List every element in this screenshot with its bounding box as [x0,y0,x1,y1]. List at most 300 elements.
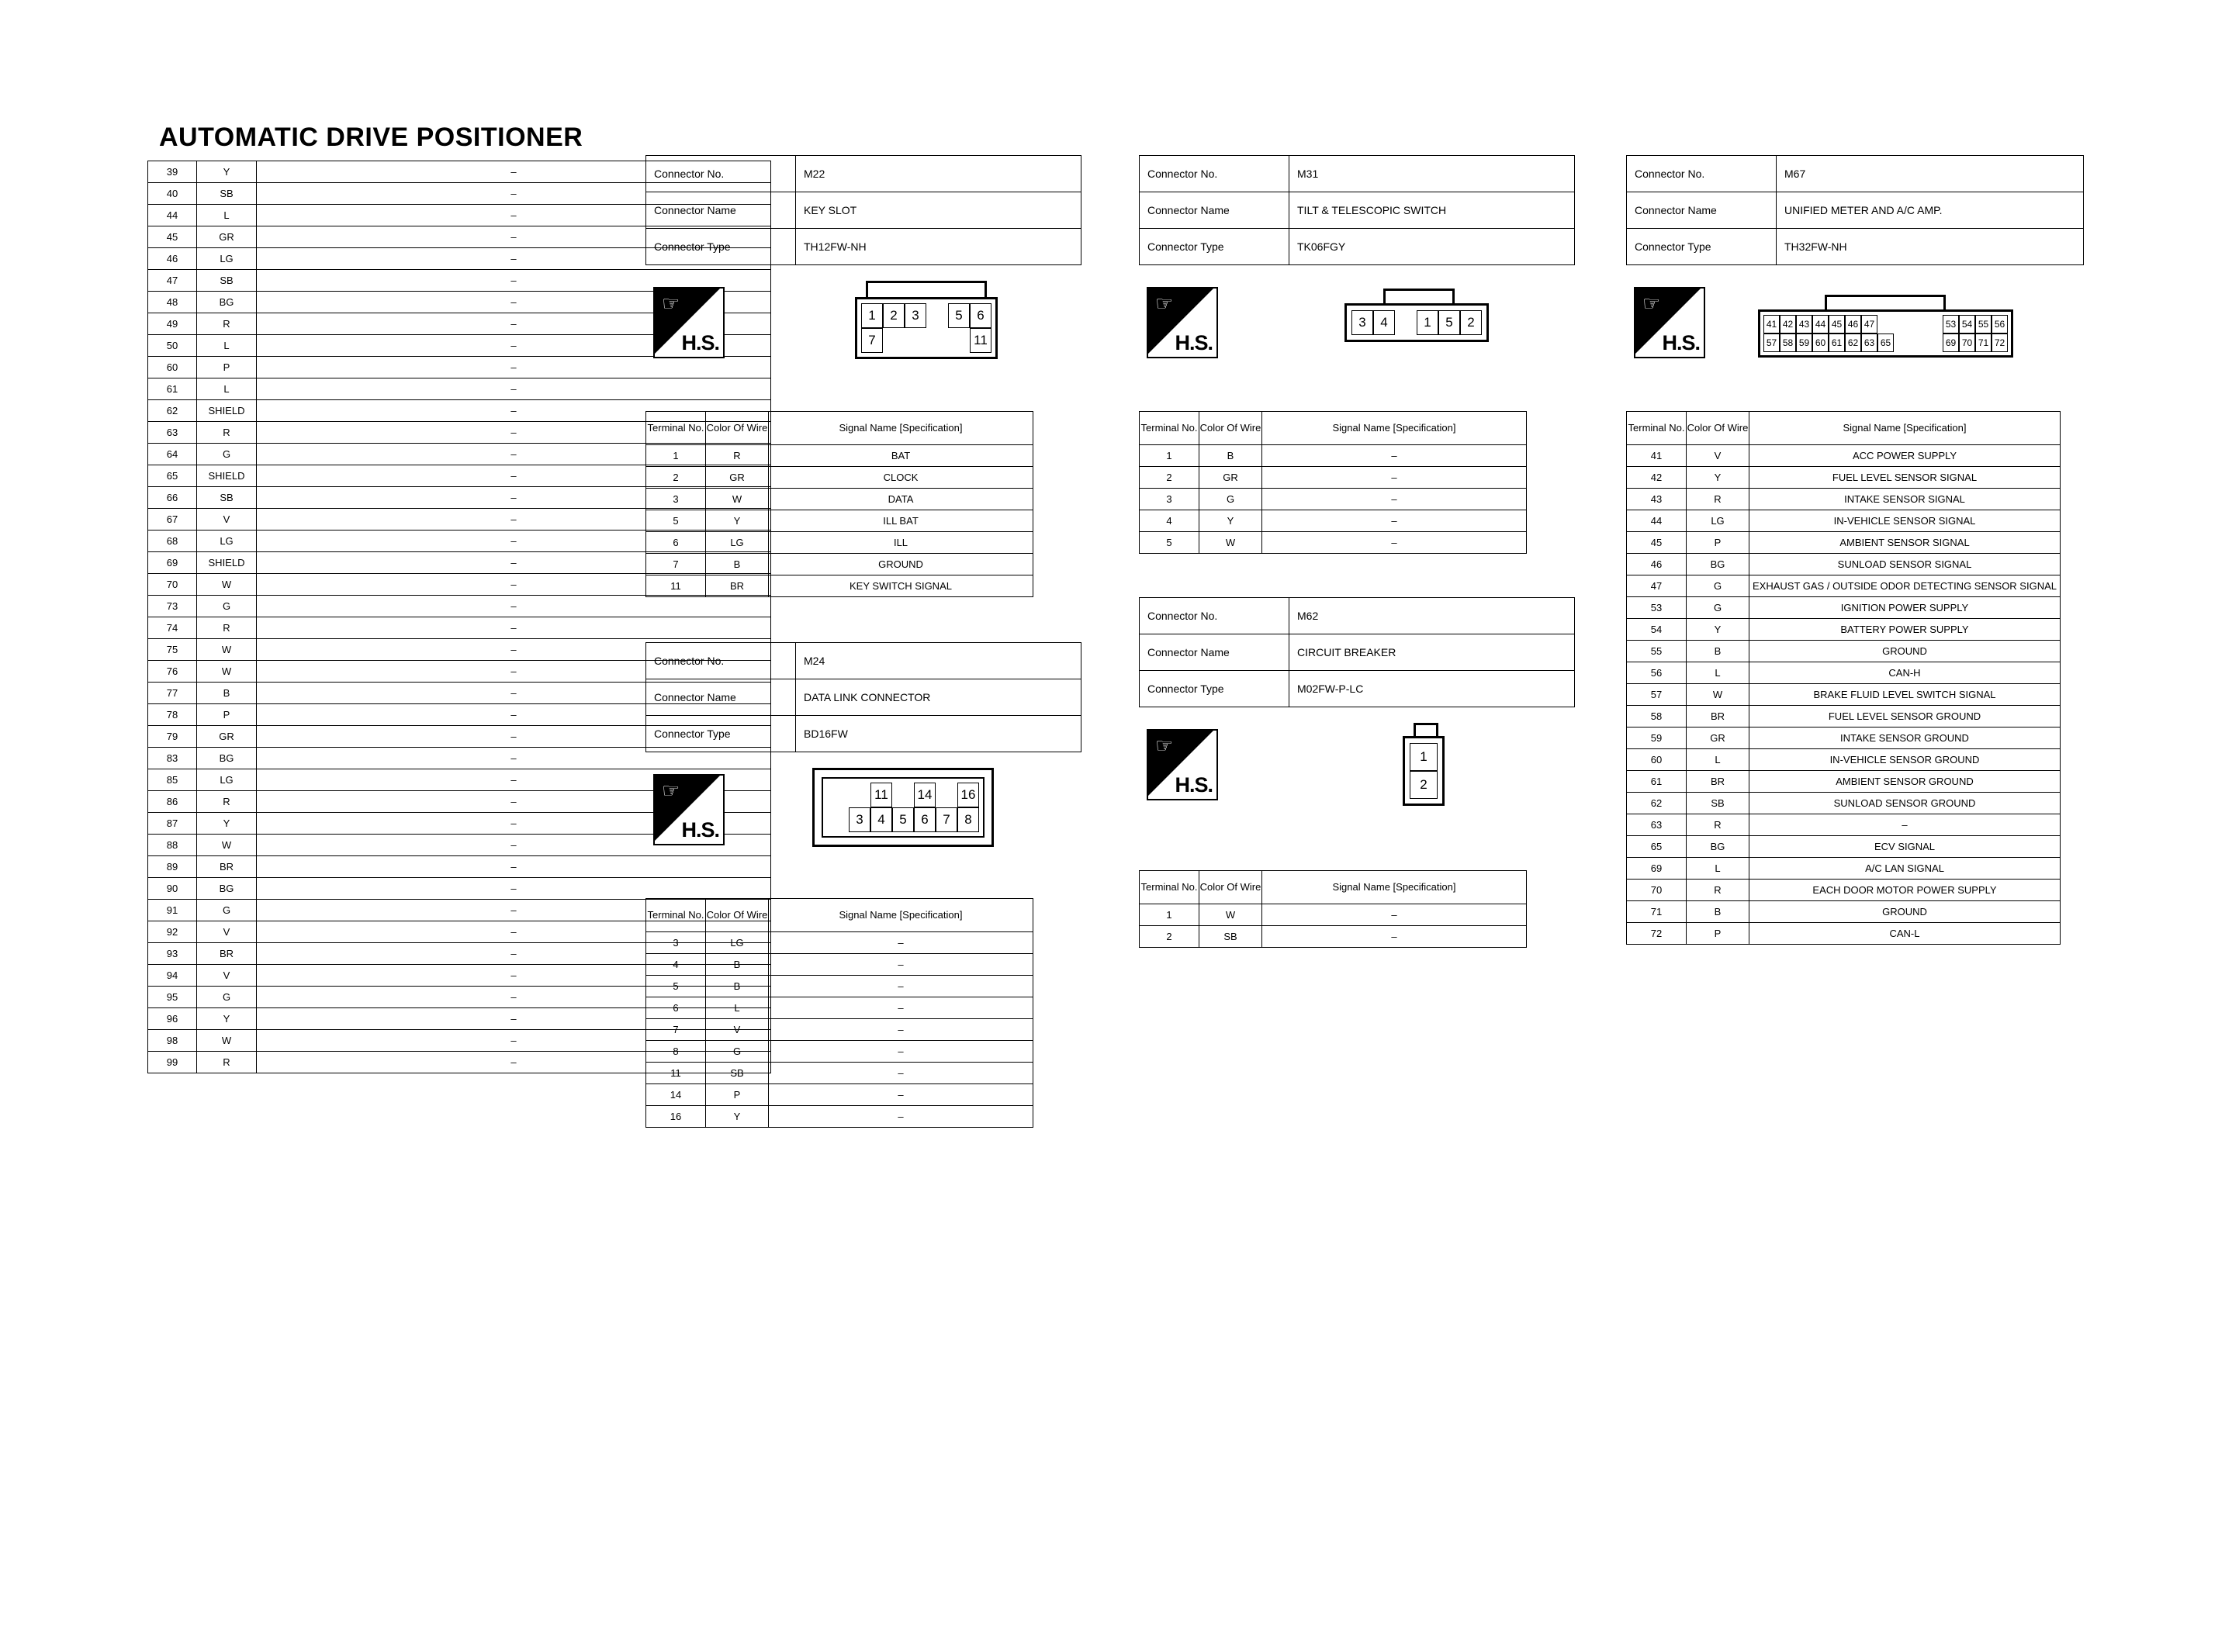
pin-box-outer [812,768,994,847]
pin-row [1351,310,1482,335]
pin-row-bottom [861,328,991,353]
signal-name-cell: – [1262,532,1527,554]
terminal-no-cell: 4 [646,954,706,976]
terminal-no-cell: 44 [1627,510,1687,532]
wire-color-cell: BR [1687,771,1749,793]
wire-color-cell: BG [1687,836,1749,858]
wire-color-cell: R [197,1052,257,1073]
signal-name-cell: FUEL LEVEL SENSOR GROUND [1749,706,2061,728]
terminal-no-cell: 90 [148,878,197,900]
hs-label: H.S. [1662,331,1700,354]
pin-blank [1894,315,1910,334]
terminal-no-cell: 70 [148,574,197,596]
hs-badge-m62 [1147,729,1218,800]
signal-name-cell: – [1262,467,1527,489]
terminal-no-cell: 3 [1140,489,1199,510]
value-connector-name: TILT & TELESCOPIC SWITCH [1289,192,1575,229]
terminal-no-cell: 87 [148,813,197,835]
signal-name-cell: BATTERY POWER SUPPLY [1749,619,2061,641]
value-connector-name: KEY SLOT [796,192,1081,229]
signal-name-cell: ILL BAT [769,510,1033,532]
terminal-no-cell: 60 [1627,749,1687,771]
signal-name-cell: ECV SIGNAL [1749,836,2061,858]
terminal-no-cell: 74 [148,617,197,639]
pin: 11 [970,328,991,353]
wire-color-cell: SB [197,183,257,205]
wire-color-cell: GR [197,226,257,248]
signal-name-cell: – [257,769,771,791]
table-row [1140,926,1527,948]
table-row [1627,467,2061,489]
wire-color-cell: G [1687,597,1749,619]
hs-label: H.S. [681,818,719,842]
table-row [1627,814,2061,836]
signal-name-cell: – [769,1063,1033,1084]
connector-header-m62 [1139,597,1575,707]
signal-name-cell: – [257,943,771,965]
wire-color-cell: V [706,1019,769,1041]
pin-row-1 [1410,743,1438,771]
wire-color-cell: SHIELD [197,400,257,422]
table-row [646,489,1033,510]
table-row [1627,489,2061,510]
signal-name-cell: – [257,726,771,748]
pin-row-right-top [1943,315,2008,334]
connector-tab [1383,289,1455,303]
pin-blank [827,807,849,832]
wire-color-cell: V [197,921,257,943]
pin: 1 [1410,743,1438,771]
table-row [1627,597,2061,619]
pin-box [1403,736,1445,806]
terminal-no-cell: 88 [148,835,197,856]
wire-color-cell: Y [1687,619,1749,641]
pin-row-bottom [827,807,979,832]
wire-color-cell: BR [1687,706,1749,728]
terminal-no-cell: 65 [148,465,197,487]
wire-color-cell: W [706,489,769,510]
wire-color-cell: Y [197,813,257,835]
wire-color-cell: R [1687,489,1749,510]
pin: 4 [870,807,892,832]
terminal-no-cell: 83 [148,748,197,769]
pin-diagram-m24 [812,768,994,847]
terminal-no-cell: 50 [148,335,197,357]
signal-name-cell: – [1262,926,1527,948]
header-color-of-wire: Color Of Wire [706,412,769,445]
pin: 47 [1861,315,1877,334]
pin: 56 [1992,315,2008,334]
pin: 5 [948,303,970,328]
wire-color-cell: R [706,445,769,467]
terminal-no-cell: 86 [148,791,197,813]
table-row [1627,684,2061,706]
signal-name-cell: – [257,422,771,444]
signal-name-cell: – [257,205,771,226]
pin: 69 [1943,334,1959,352]
signal-name-cell: – [257,444,771,465]
signal-name-cell: – [769,976,1033,997]
terminal-no-cell: 2 [646,467,706,489]
value-connector-type: TH12FW-NH [796,229,1081,265]
pin: 72 [1992,334,2008,352]
terminal-no-cell: 55 [1627,641,1687,662]
terminal-no-cell: 65 [1627,836,1687,858]
signal-name-cell: – [257,835,771,856]
signal-name-cell: – [257,900,771,921]
terminal-no-cell: 75 [148,639,197,661]
pin-blank [936,783,957,807]
connector-block-m22 [645,155,1081,597]
signal-name-cell: IGNITION POWER SUPPLY [1749,597,2061,619]
pin: 3 [1351,310,1373,335]
wire-color-cell: LG [706,932,769,954]
wire-color-cell: R [197,313,257,335]
pin: 65 [1877,334,1894,352]
signal-name-cell: – [257,509,771,531]
hs-badge-m67 [1634,287,1705,358]
pin: 2 [1410,771,1438,799]
header-signal-name: Signal Name [Specification] [769,412,1033,445]
table-row [1140,904,1527,926]
terminal-no-cell: 67 [148,509,197,531]
terminal-no-cell: 69 [1627,858,1687,880]
wire-color-cell: B [1687,901,1749,923]
table-row [148,596,771,617]
wire-color-cell: R [197,617,257,639]
wire-color-cell: LG [706,532,769,554]
pin: 59 [1796,334,1812,352]
label-connector-type: Connector Type [1140,671,1289,707]
signal-name-cell: – [257,704,771,726]
pin: 46 [1845,315,1861,334]
terminal-no-cell: 53 [1627,597,1687,619]
value-connector-no: M22 [796,156,1081,192]
terminal-no-cell: 96 [148,1008,197,1030]
terminal-no-cell: 3 [646,489,706,510]
value-connector-type: TH32FW-NH [1777,229,2084,265]
table-row [148,617,771,639]
terminal-no-cell: 91 [148,900,197,921]
table-row [1140,510,1527,532]
wire-color-cell: B [706,554,769,575]
pin-row-top [861,303,991,328]
connector-header-m22 [645,155,1081,265]
signal-name-cell: – [257,465,771,487]
wire-color-cell: P [706,1084,769,1106]
value-connector-name: CIRCUIT BREAKER [1289,634,1575,671]
wire-color-cell: R [1687,880,1749,901]
pin-box [855,297,998,359]
signal-name-cell: – [1262,510,1527,532]
wire-color-cell: G [706,1041,769,1063]
wire-color-cell: GR [197,726,257,748]
signal-name-cell: – [257,531,771,552]
connector-header-m31 [1139,155,1575,265]
signal-name-cell: A/C LAN SIGNAL [1749,858,2061,880]
pin-blank [1910,334,1926,352]
wire-color-cell: BR [706,575,769,597]
header-color-of-wire: Color Of Wire [1687,412,1749,445]
connector-block-m62 [1139,597,1575,948]
header-terminal-no: Terminal No. [646,412,706,445]
label-connector-no: Connector No. [1140,598,1289,634]
wire-color-cell: V [1687,445,1749,467]
pin: 43 [1796,315,1812,334]
terminal-no-cell: 76 [148,661,197,683]
table-row [1627,575,2061,597]
table-row [1627,641,2061,662]
header-terminal-no: Terminal No. [646,899,706,932]
terminal-no-cell: 69 [148,552,197,574]
terminal-no-cell: 94 [148,965,197,987]
wire-color-cell: LG [1687,510,1749,532]
wire-color-cell: GR [706,467,769,489]
pin-box [1758,309,2013,358]
value-connector-no: M67 [1777,156,2084,192]
pin: 63 [1861,334,1877,352]
wire-color-cell: BR [197,856,257,878]
pin-diagram-m62 [1403,723,1445,806]
wire-color-cell: LG [197,248,257,270]
wire-color-cell: L [706,997,769,1019]
terminal-no-cell: 2 [1140,467,1199,489]
wire-color-cell: G [1687,575,1749,597]
connector-tab [866,281,987,297]
terminal-no-cell: 5 [1140,532,1199,554]
table-row [646,445,1033,467]
table-row [646,510,1033,532]
table-row [1627,923,2061,945]
pin-blank [883,328,905,353]
wire-color-cell: B [1199,445,1262,467]
pin-blank [926,303,948,328]
hand-icon: ☞ [662,292,680,315]
signal-name-cell: – [769,932,1033,954]
pin: 62 [1845,334,1861,352]
terminal-no-cell: 62 [1627,793,1687,814]
header-color-of-wire: Color Of Wire [706,899,769,932]
wire-color-cell: BR [197,943,257,965]
terminal-no-cell: 61 [1627,771,1687,793]
header-color-of-wire: Color Of Wire [1199,871,1262,904]
terminal-no-cell: 39 [148,161,197,183]
signal-name-cell: CAN-L [1749,923,2061,945]
wire-color-cell: G [1199,489,1262,510]
table-row [1140,489,1527,510]
signal-name-cell: – [257,357,771,378]
terminal-table-m31 [1139,411,1527,554]
connector-block-m67 [1626,155,2084,945]
terminal-no-cell: 42 [1627,467,1687,489]
wire-color-cell: L [197,335,257,357]
wire-color-cell: R [197,791,257,813]
terminal-no-cell: 56 [1627,662,1687,684]
signal-name-cell: CAN-H [1749,662,2061,684]
signal-name-cell: – [257,878,771,900]
table-row [1627,554,2061,575]
signal-name-cell: – [257,313,771,335]
wire-color-cell: B [1687,641,1749,662]
wire-color-cell: SB [197,270,257,292]
terminal-no-cell: 49 [148,313,197,335]
signal-name-cell: ACC POWER SUPPLY [1749,445,2061,467]
pin-group-middle [1877,315,1943,352]
value-connector-type: BD16FW [796,716,1081,752]
pin: 60 [1812,334,1829,352]
terminal-no-cell: 5 [646,976,706,997]
header-signal-name: Signal Name [Specification] [1262,871,1527,904]
label-connector-name: Connector Name [646,192,796,229]
signal-name-cell: INTAKE SENSOR GROUND [1749,728,2061,749]
terminal-no-cell: 7 [646,554,706,575]
table-row [1627,445,2061,467]
wire-color-cell: SB [1199,926,1262,948]
terminal-no-cell: 11 [646,1063,706,1084]
pin-blank [892,783,914,807]
terminal-table-m67 [1626,411,2061,945]
terminal-no-cell: 47 [1627,575,1687,597]
wire-color-cell: R [197,422,257,444]
wire-color-cell: W [1687,684,1749,706]
pin: 44 [1812,315,1829,334]
wire-color-cell: BG [197,878,257,900]
signal-name-cell: – [257,965,771,987]
wire-color-cell: Y [197,161,257,183]
pin: 1 [1417,310,1438,335]
wire-color-cell: G [197,900,257,921]
table-row [646,954,1033,976]
signal-name-cell: – [1262,904,1527,926]
signal-name-cell: – [257,400,771,422]
wire-color-cell: Y [706,510,769,532]
pin: 7 [861,328,883,353]
wire-color-cell: Y [1687,467,1749,489]
wire-color-cell: LG [197,531,257,552]
terminal-body-m67 [1627,445,2061,945]
terminal-no-cell: 98 [148,1030,197,1052]
terminal-no-cell: 99 [148,1052,197,1073]
signal-name-cell: – [769,1019,1033,1041]
signal-name-cell: – [257,1052,771,1073]
table-row [646,1106,1033,1128]
table-row [1627,662,2061,684]
signal-name-cell: FUEL LEVEL SENSOR SIGNAL [1749,467,2061,489]
label-connector-type: Connector Type [646,229,796,265]
table-row [1140,532,1527,554]
pin-blank [1894,334,1910,352]
value-connector-type: M02FW-P-LC [1289,671,1575,707]
signal-name-cell: – [257,856,771,878]
pin: 16 [957,783,979,807]
table-row [1627,901,2061,923]
signal-name-cell: – [257,639,771,661]
table-row [1627,749,2061,771]
label-connector-name: Connector Name [646,679,796,716]
signal-name-cell: – [257,1030,771,1052]
pin-blank [1910,315,1926,334]
signal-name-cell: – [769,1106,1033,1128]
terminal-no-cell: 16 [646,1106,706,1128]
hand-icon: ☞ [1155,292,1174,315]
wire-color-cell: W [1199,904,1262,926]
table-row [646,1084,1033,1106]
table-row [1627,793,2061,814]
terminal-no-cell: 40 [148,183,197,205]
wire-color-cell: B [706,976,769,997]
value-connector-name: UNIFIED METER AND A/C AMP. [1777,192,2084,229]
terminal-no-cell: 89 [148,856,197,878]
wire-color-cell: L [1687,858,1749,880]
terminal-no-cell: 4 [1140,510,1199,532]
pin: 2 [883,303,905,328]
wire-color-cell: W [197,574,257,596]
pin: 5 [892,807,914,832]
pin-blank [905,328,926,353]
wire-color-cell: B [706,954,769,976]
pin: 7 [936,807,957,832]
signal-name-cell: ILL [769,532,1033,554]
pin: 3 [849,807,870,832]
hs-label: H.S. [681,331,719,354]
label-connector-no: Connector No. [646,156,796,192]
table-row [646,932,1033,954]
pin: 58 [1780,334,1796,352]
signal-name-cell: SUNLOAD SENSOR SIGNAL [1749,554,2061,575]
wire-color-cell: W [197,661,257,683]
signal-name-cell: – [257,161,771,183]
signal-name-cell: DATA [769,489,1033,510]
hs-badge-m22 [653,287,725,358]
pin: 6 [970,303,991,328]
signal-name-cell: – [257,292,771,313]
terminal-no-cell: 70 [1627,880,1687,901]
wire-color-cell: L [1687,749,1749,771]
signal-name-cell: – [769,954,1033,976]
wire-color-cell: Y [706,1106,769,1128]
pin-diagram-m31 [1344,289,1489,342]
hand-icon: ☞ [1155,734,1174,757]
signal-name-cell: – [769,1041,1033,1063]
pin: 8 [957,807,979,832]
table-row [1627,706,2061,728]
terminal-table-m24 [645,898,1033,1128]
terminal-no-cell: 46 [1627,554,1687,575]
pin-blank [827,783,849,807]
wire-color-cell: P [1687,532,1749,554]
pin: 6 [914,807,936,832]
value-connector-no: M24 [796,643,1081,679]
signal-name-cell: IN-VEHICLE SENSOR SIGNAL [1749,510,2061,532]
connector-tab [1414,723,1438,736]
connector-block-m24 [645,642,1081,1128]
value-connector-name: DATA LINK CONNECTOR [796,679,1081,716]
signal-name-cell: KEY SWITCH SIGNAL [769,575,1033,597]
pin-row-left-bottom [1763,334,1877,352]
table-row [1627,532,2061,554]
wire-color-cell: SB [706,1063,769,1084]
signal-name-cell: – [1749,814,2061,836]
terminal-no-cell: 71 [1627,901,1687,923]
wire-color-cell: G [197,987,257,1008]
signal-name-cell: – [257,270,771,292]
value-connector-no: M62 [1289,598,1575,634]
pin-row-mid-top [1877,315,1943,334]
signal-name-cell: – [257,683,771,704]
label-connector-no: Connector No. [1627,156,1777,192]
signal-name-cell: – [769,1084,1033,1106]
signal-name-cell: – [257,617,771,639]
